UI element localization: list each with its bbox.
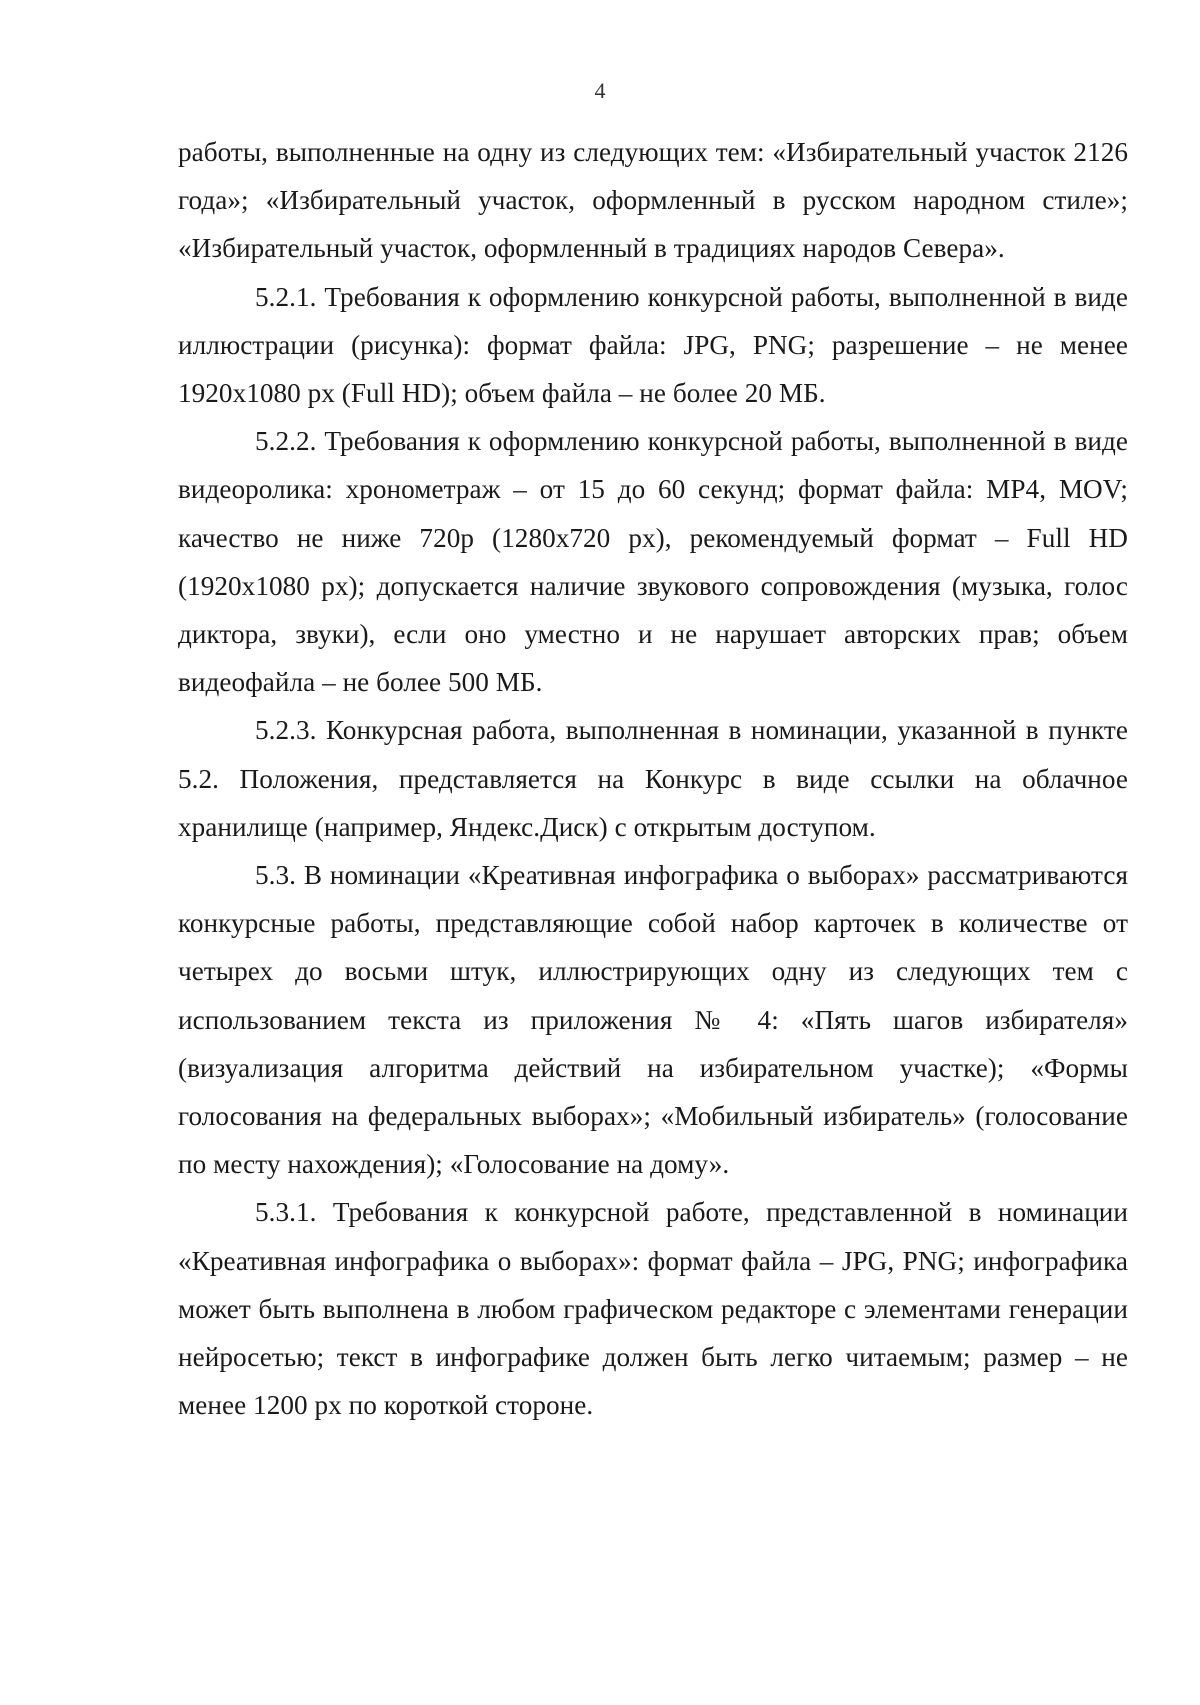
paragraph-5-2-3: 5.2.3. Конкурсная работа, выполненная в номинации, указанной в пункте 5.2. Положения, представляется на Конкурс в виде ссылки на облачное хранилище (например, Яндекс.Диск) с открытым доступом. [178, 715, 1128, 842]
paragraph-5-2-1: 5.2.1. Требования к оформлению конкурсной работы, выполненной в виде иллюстрации (рисунка): формат файла: JPG, PNG; разрешение – не менее 1920x1080 px (Full HD); объем файла – не более 20 МБ. [178, 281, 1128, 409]
page-number: 4 [594, 78, 606, 103]
paragraph-continuation: работы, выполненные на одну из следующих тем: «Избирательный участок 2126 года»; «Избирательный участок, оформленный в русском народном стиле»; «Избирательный участок, оформленный в традициях народов Севера». [178, 137, 1128, 264]
paragraph-5-3: 5.3. В номинации «Креативная инфографика о выборах» рассматриваются конкурсные работы, представляющие собой набор карточек в количестве от четырех до восьми штук, иллюстрирующих одну из следующих тем с использованием текста из приложения № 4: «Пять шагов избирателя» (визуализация алгоритма действий на избирательном участке); «Формы голосования на федеральных выборах»; «Мобильный избиратель» (голосование по месту нахождения); «Голосование на дому». [178, 860, 1128, 1180]
document-body [178, 128, 1128, 1429]
paragraph-5-3-1: 5.3.1. Требования к конкурсной работе, представленной в номинации «Креативная инфографика о выборах»: формат файла – JPG, PNG; инфографика может быть выполнена в любом графическом редакторе с элементами генерации нейросетью; текст в инфографике должен быть легко читаемым; размер – не менее 1200 px по короткой стороне. [178, 1197, 1128, 1421]
paragraph-5-2-2: 5.2.2. Требования к оформлению конкурсной работы, выполненной в виде видеоролика: хронометраж – от 15 до 60 секунд; формат файла: MP4, MOV; качество не ниже 720p (1280x720 px), рекомендуемый формат – Full HD (1920x1080 px); допускается наличие звукового сопровождения (музыка, голос диктора, звуки), если оно уместно и не нарушает авторских прав; объем видеофайла – не более 500 МБ. [178, 426, 1128, 698]
